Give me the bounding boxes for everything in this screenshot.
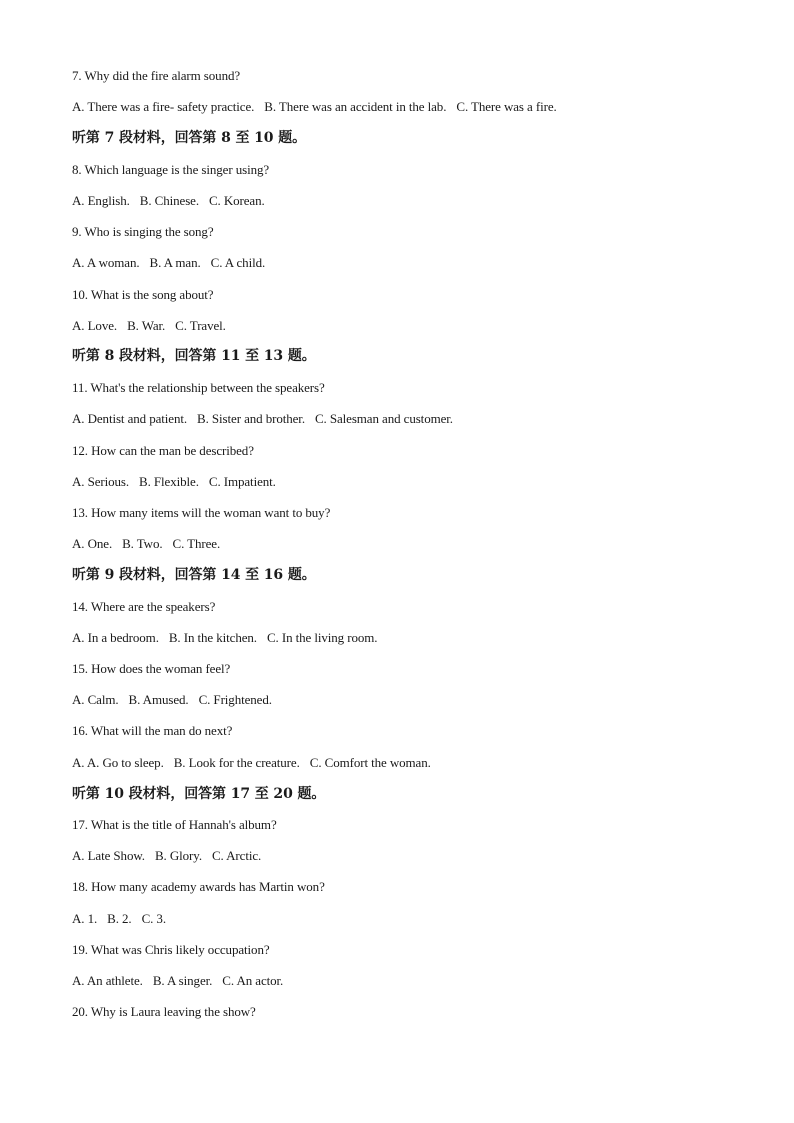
option-17a: A. Late Show. <box>72 848 145 863</box>
options-10 <box>72 318 226 334</box>
option-14a: A. In a bedroom. <box>72 630 159 645</box>
option-19a: A. An athlete. <box>72 973 143 988</box>
question-10: 10. What is the song about? <box>72 287 214 302</box>
question-17: 17. What is the title of Hannah's album? <box>72 817 277 832</box>
question-7: 7. Why did the fire alarm sound? <box>72 68 241 83</box>
option-18b: B. 2. <box>107 911 132 926</box>
options-14 <box>72 630 377 646</box>
question-13: 13. How many items will the woman want to buy? <box>72 505 331 520</box>
question-12: 12. How can the man be described? <box>72 443 254 458</box>
options-13 <box>72 536 220 552</box>
option-19c: C. An actor. <box>222 973 284 988</box>
option-8a: A. English. <box>72 193 130 208</box>
question-14: 14. Where are the speakers? <box>72 599 216 614</box>
question-9: 9. Who is singing the song? <box>72 224 214 239</box>
options-11 <box>72 411 453 427</box>
option-14c: C. In the living room. <box>266 630 378 645</box>
option-7c: C. There was a fire. <box>456 99 557 114</box>
options-15 <box>72 692 272 708</box>
question-18: 18. How many academy awards has Martin won? <box>72 879 325 894</box>
option-17b: B. Glory. <box>154 848 202 863</box>
section-heading-8: 听第 8 段材料，回答第 11 至 13 题。 <box>72 348 316 364</box>
option-15a: A. Calm. <box>72 692 119 707</box>
option-7b: B. There was an accident in the lab. <box>264 99 447 114</box>
option-18a: A. 1. <box>72 911 98 926</box>
option-10c: C. Travel. <box>175 318 226 333</box>
options-12 <box>72 474 276 490</box>
option-11b: B. Sister and brother. <box>197 411 305 426</box>
section-heading-7: 听第 7 段材料，回答第 8 至 10 题。 <box>72 130 307 146</box>
options-19 <box>72 973 283 989</box>
option-16a: A. A. Go to sleep. <box>72 755 164 770</box>
question-11: 11. What's the relationship between the speakers? <box>72 380 325 395</box>
options-16 <box>72 755 431 771</box>
options-17 <box>72 848 261 864</box>
option-9a: A. A woman. <box>72 255 140 270</box>
question-15: 15. How does the woman feel? <box>72 661 231 676</box>
option-12c: C. Impatient. <box>208 474 276 489</box>
option-13a: A. One. <box>72 536 113 551</box>
option-9c: C. A child. <box>210 255 266 270</box>
options-8 <box>72 193 265 209</box>
option-10a: A. Love. <box>72 318 118 333</box>
option-12b: B. Flexible. <box>139 474 199 489</box>
option-17c: C. Arctic. <box>211 848 262 863</box>
option-13c: C. Three. <box>172 536 221 551</box>
question-20: 20. Why is Laura leaving the show? <box>72 1004 256 1019</box>
options-9 <box>72 255 265 271</box>
option-18c: C. 3. <box>141 911 166 926</box>
options-18 <box>72 911 166 927</box>
option-12a: A. Serious. <box>72 474 130 489</box>
question-8: 8. Which language is the singer using? <box>72 162 270 177</box>
option-8b: B. Chinese. <box>139 193 199 208</box>
option-9b: B. A man. <box>149 255 201 270</box>
section-heading-9: 听第 9 段材料，回答第 14 至 16 题。 <box>72 567 316 583</box>
option-14b: B. In the kitchen. <box>168 630 257 645</box>
option-13b: B. Two. <box>122 536 163 551</box>
option-16c: C. Comfort the woman. <box>309 755 431 770</box>
question-19: 19. What was Chris likely occupation? <box>72 942 270 957</box>
option-15b: B. Amused. <box>128 692 189 707</box>
option-10b: B. War. <box>127 318 166 333</box>
option-16b: B. Look for the creature. <box>173 755 300 770</box>
option-7a: A. There was a fire- safety practice. <box>72 99 255 114</box>
section-heading-10: 听第 10 段材料，回答第 17 至 20 题。 <box>72 786 326 802</box>
option-11c: C. Salesman and customer. <box>314 411 453 426</box>
option-11a: A. Dentist and patient. <box>72 411 188 426</box>
options-7 <box>72 99 557 115</box>
option-19b: B. A singer. <box>152 973 213 988</box>
question-16: 16. What will the man do next? <box>72 723 233 738</box>
option-15c: C. Frightened. <box>198 692 272 707</box>
option-8c: C. Korean. <box>208 193 265 208</box>
